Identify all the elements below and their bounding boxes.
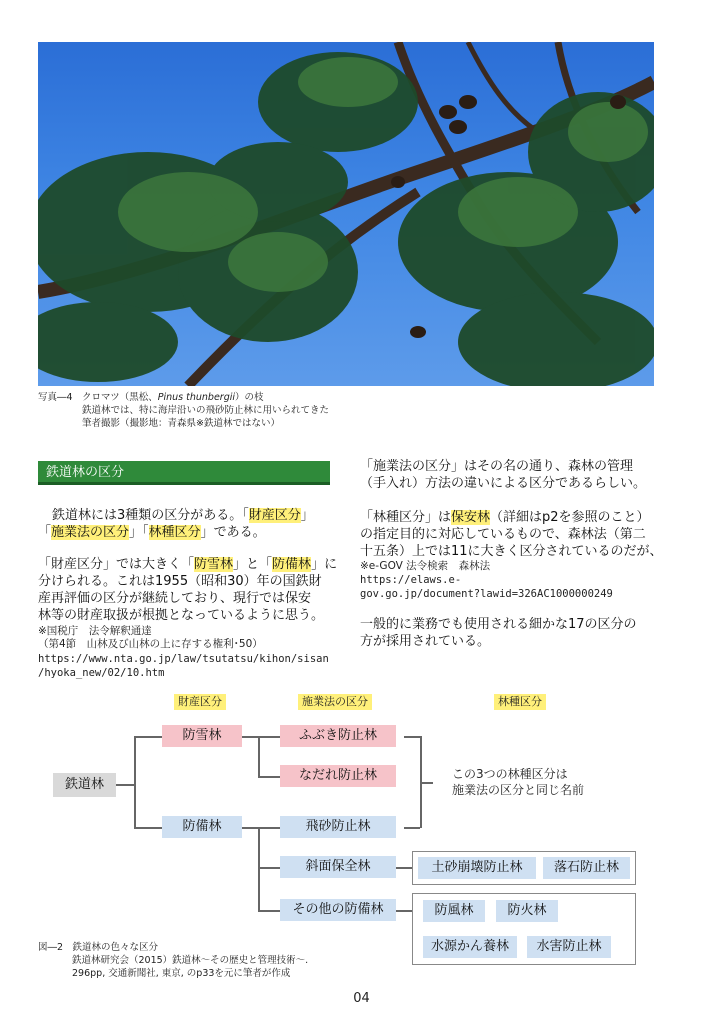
box-boka: 防火林 bbox=[496, 900, 558, 922]
right-p2-line1 bbox=[360, 509, 650, 526]
right-p2-line2: の指定目的に対応しているもので、森林法（第二 bbox=[360, 527, 646, 542]
box-suigen: 水源かん養林 bbox=[423, 936, 517, 958]
connector bbox=[134, 827, 162, 829]
left-p2-line1 bbox=[38, 556, 337, 573]
left-p2-line3: 産再評価の区分が継続しており、現行では保安 bbox=[38, 591, 312, 606]
page-number: 04 bbox=[353, 991, 370, 1006]
box-bobirin: 防備林 bbox=[162, 816, 242, 838]
caption-text: ）の枝 bbox=[235, 392, 264, 403]
left-p1-line1 bbox=[52, 507, 314, 524]
bracket bbox=[404, 736, 420, 738]
header-zaisan: 財産区分 bbox=[174, 694, 226, 710]
header-segyo: 施業法の区分 bbox=[298, 694, 372, 710]
pine-branch-photo bbox=[38, 42, 654, 386]
text: 」である。 bbox=[200, 525, 266, 540]
right-url-line2[interactable]: gov.go.jp/document?lawid=326AC1000000249 bbox=[360, 588, 613, 600]
connector bbox=[134, 736, 136, 827]
root-tetsudorin: 鉄道林 bbox=[53, 773, 116, 797]
figure-caption-line3: 296pp, 交通新聞社, 東京, のp33を元に筆者が作成 bbox=[72, 968, 291, 979]
highlight: 防雪林 bbox=[194, 557, 234, 572]
connector bbox=[258, 827, 260, 911]
right-note1: ※e-GOV 法令検索 森林法 bbox=[360, 560, 491, 572]
connector bbox=[242, 827, 258, 829]
text: 「林種区分」は bbox=[360, 510, 452, 525]
connector bbox=[258, 827, 280, 829]
connector bbox=[258, 736, 260, 776]
box-suigai: 水害防止林 bbox=[527, 936, 611, 958]
right-p2-line3: 十五条）上では11に大きく区分されているのだが、 bbox=[360, 544, 663, 559]
text: 「財産区分」では大きく「 bbox=[38, 557, 195, 572]
highlight: 保安林 bbox=[451, 510, 491, 525]
right-p3-line2: 方が採用されている。 bbox=[360, 634, 491, 649]
highlight: 防備林 bbox=[272, 557, 312, 572]
figure-caption-line2: 鉄道林研究会（2015）鉄道林～その歴史と管理技術～. bbox=[72, 955, 309, 966]
left-p2-line4: 林等の財産取扱が根拠となっているように思う。 bbox=[38, 608, 325, 623]
note-same-name bbox=[452, 766, 584, 798]
bracket bbox=[404, 827, 420, 829]
text: 」「 bbox=[129, 525, 149, 540]
right-p1-line2: （手入れ）方法の違いによる区分であるらしい。 bbox=[360, 476, 647, 491]
left-p1-line2 bbox=[38, 524, 266, 541]
connector bbox=[258, 736, 280, 738]
text: 「 bbox=[38, 525, 52, 540]
header-rinshu: 林種区分 bbox=[494, 694, 546, 710]
connector bbox=[116, 784, 134, 786]
box-hisa: 飛砂防止林 bbox=[280, 816, 396, 838]
left-note1: ※国税庁 法令解釈通達 bbox=[38, 625, 152, 637]
connector bbox=[396, 910, 412, 912]
text: 鉄道林には3種類の区分がある。「 bbox=[52, 508, 249, 523]
note-line1: この3つの林種区分は bbox=[452, 767, 568, 781]
connector bbox=[258, 867, 280, 869]
caption-text: 写真―4 クロマツ（黒松、 bbox=[38, 392, 158, 403]
highlight: 林種区分 bbox=[148, 525, 201, 540]
highlight: 施業法の区分 bbox=[51, 525, 130, 540]
box-doshahokai: 土砂崩壊防止林 bbox=[418, 857, 536, 879]
bracket bbox=[421, 782, 433, 784]
right-url-line1[interactable]: https://elaws.e- bbox=[360, 574, 462, 586]
text: 」 bbox=[300, 508, 314, 523]
right-p1-line1: 「施業法の区分」はその名の通り、森林の管理 bbox=[360, 459, 634, 474]
connector bbox=[258, 776, 280, 778]
highlight: 財産区分 bbox=[248, 508, 301, 523]
left-p2-line2: 分けられる。これは1955（昭和30）年の国鉄財 bbox=[38, 574, 322, 589]
box-nadare: なだれ防止林 bbox=[280, 765, 396, 787]
left-url-line1[interactable]: https://www.nta.go.jp/law/tsutatsu/kihon/sisan bbox=[38, 653, 329, 665]
connector bbox=[396, 867, 412, 869]
connector bbox=[258, 910, 280, 912]
box-sonota: その他の防備林 bbox=[280, 899, 396, 921]
photo-caption-line2: 鉄道林では、特に海岸沿いの飛砂防止林に用いられてきた bbox=[82, 405, 330, 416]
box-fubuki: ふぶき防止林 bbox=[280, 725, 396, 747]
text: 」に bbox=[311, 557, 338, 572]
section-title: 鉄道林の区分 bbox=[38, 461, 330, 485]
box-shamen: 斜面保全林 bbox=[280, 856, 396, 878]
text: （詳細はp2を参照のこと） bbox=[490, 510, 650, 525]
photo-caption-line3: 筆者撮影（撮影地：青森県※鉄道林ではない） bbox=[82, 418, 280, 429]
box-bosetsurin: 防雪林 bbox=[162, 725, 242, 747]
right-p3-line1: 一般的に業務でも使用される細かな17の区分の bbox=[360, 617, 637, 632]
connector bbox=[134, 736, 162, 738]
box-bofu: 防風林 bbox=[423, 900, 485, 922]
text: 」と「 bbox=[233, 557, 273, 572]
note-line2: 施業法の区分と同じ名前 bbox=[452, 783, 585, 797]
left-note2: （第4節 山林及び山林の上に存する権利･50） bbox=[38, 638, 263, 650]
box-rakuseki: 落石防止林 bbox=[543, 857, 630, 879]
connector bbox=[242, 736, 258, 738]
caption-scientific-name: Pinus thunbergii bbox=[157, 392, 236, 403]
figure-caption-line1: 図―2 鉄道林の色々な区分 bbox=[38, 942, 159, 953]
left-url-line2[interactable]: /hyoka_new/02/10.htm bbox=[38, 667, 165, 679]
photo-caption-line1 bbox=[38, 391, 264, 404]
